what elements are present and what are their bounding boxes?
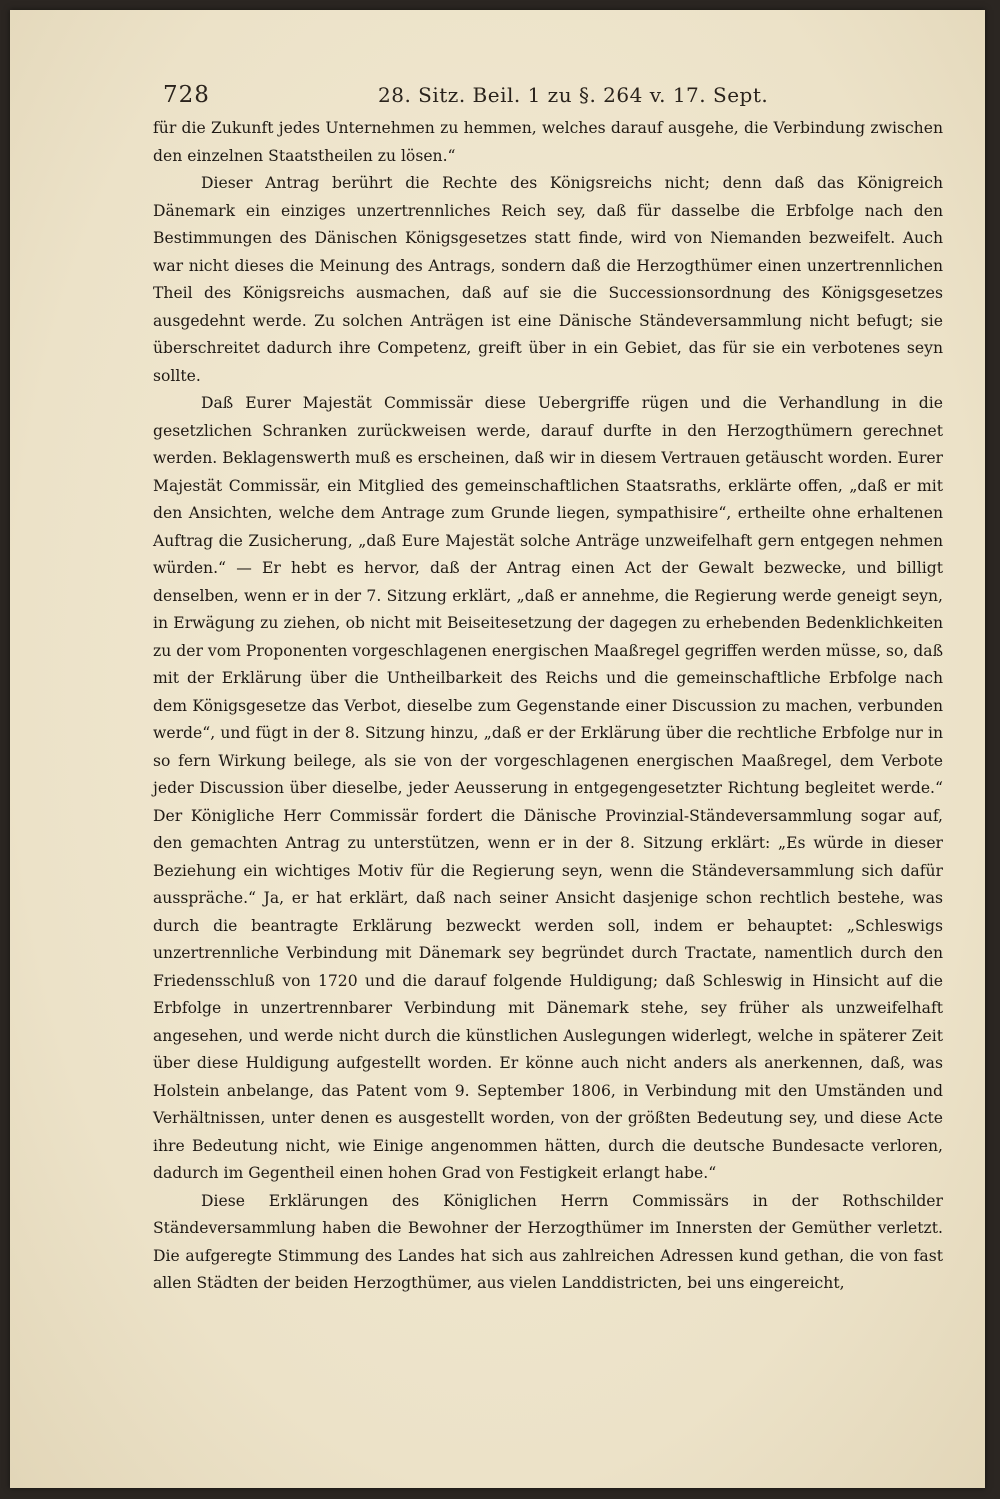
paragraph: Diese Erklärungen des Königlichen Herrn Commissärs in der Rothschilder Ständeversammlung haben die Bewohner der Herzogthümer im Innersten der Gemüther verletzt. Die aufgeregte Stimmung des Landes hat sich aus zahlreichen Adressen kund gethan, die von fast allen Städten der beiden Herzogthümer, aus vielen Landdistricten, bei uns eingereicht, [153, 1191, 943, 1292]
paragraph: Dieser Antrag berührt die Rechte des Königsreichs nicht; denn daß das Königreich Dänemark ein einziges unzertrennliches Reich sey, daß für dasselbe die Erbfolge nach den Bestimmungen des Dänischen Königsgesetzes statt finde, wird von Niemanden bezweifelt. Auch war nicht dieses die Meinung des Antrags, sondern daß die Herzogthümer einen unzertrennlichen Theil des Königsreichs ausmachen, daß auf sie die Successionsordnung des Königsgesetzes ausgedehnt werde. Zu solchen Anträgen ist eine Dänische Ständeversammlung nicht befugt; sie überschreitet dadurch ihre Competenz, greift über in ein Gebiet, das für sie ein verbotenes seyn sollte. [153, 174, 943, 385]
paragraph: Daß Eurer Majestät Commissär diese Uebergriffe rügen und die Verhandlung in die gesetzlichen Schranken zurückweisen werde, darauf durfte in den Herzogthümern gerechnet werden. Beklagenswerth muß es erscheinen, daß wir in diesem Vertrauen getäuscht worden. Eurer Majestät Commissär, ein Mitglied des gemeinschaftlichen Staatsraths, erklärte offen, „daß er mit den Ansichten, welche dem Antrage zum Grunde liegen, sympathisire“, ertheilte ohne erhaltenen Auftrag die Zusicherung, „daß Eure Majestät solche Anträge unzweifelhaft gern entgegen nehmen würden.“ — Er hebt es hervor, daß der Antrag einen Act der Gewalt bezwecke, und billigt denselben, wenn er in der 7. Sitzung erklärt, „daß er annehme, die Regierung werde geneigt seyn, in Erwägung zu ziehen, ob nicht mit Beiseitesetzung der dagegen zu erhebenden Bedenklichkeiten zu der vom Proponenten vorgeschlagenen energischen Maaßregel gegriffen werden müsse, so, daß mit der Erklärung über die Untheilbarkeit des Reichs und die gemeinschaftliche Erbfolge nach dem Königsgesetze das Verbot, dieselbe zum Gegenstande einer Discussion zu machen, verbunden werde“, und fügt in der 8. Sitzung hinzu, „daß er der Erklärung über die rechtliche Erbfolge nur in so fern Wirkung beilege, als sie von der vorgeschlagenen energischen Maaßregel, dem Verbote jeder Discussion über dieselbe, jeder Aeusserung in entgegengesetzter Richtung begleitet werde.“ Der Königliche Herr Commissär fordert die Dänische Provinzial-Ständeversammlung sogar auf, den gemachten Antrag zu unterstützen, wenn er in der 8. Sitzung erklärt: „Es würde in dieser Beziehung ein wichtiges Motiv für die Regierung seyn, wenn die Ständeversammlung sich dafür ausspräche.“ Ja, er hat erklärt, daß nach seiner Ansicht dasjenige schon rechtlich bestehe, was durch die beantragte Erklärung bezweckt werden soll, indem er behauptet: „Schleswigs unzertrennliche Verbindung mit Dänemark sey begründet durch Tractate, namentlich durch den Friedensschluß von 1720 und die darauf folgende Huldigung; daß Schleswig in Hinsicht auf die Erbfolge in unzertrennbarer Verbindung mit Dänemark stehe, sey früher als unzweifelhaft angesehen, und werde nicht durch die künstlichen Auslegungen widerlegt, welche in späterer Zeit über diese Huldigung aufgestellt worden. Er könne auch nicht anders als anerkennen, daß, was Holstein anbelange, das Patent vom 9. September 1806, in Verbindung mit den Umständen und Verhältnissen, unter denen es ausgestellt worden, von der größten Bedeutung sey, und diese Acte ihre Bedeutung nicht, wie Einige angenommen hätten, durch die deutsche Bundesacte verloren, dadurch im Gegentheil einen hohen Grad von Festigkeit erlangt habe.“ [153, 394, 943, 1182]
running-head: 28. Sitz. Beil. 1 zu §. 264 v. 17. Sept. [378, 83, 769, 107]
page-number: 728 [163, 82, 210, 108]
paragraph-continuation: für die Zukunft jedes Unternehmen zu hemmen, welches darauf ausgehe, die Verbindung zwischen den einzelnen Staatstheilen zu lösen.“ [153, 119, 943, 165]
page-header [163, 82, 953, 116]
body-text [153, 115, 943, 1298]
